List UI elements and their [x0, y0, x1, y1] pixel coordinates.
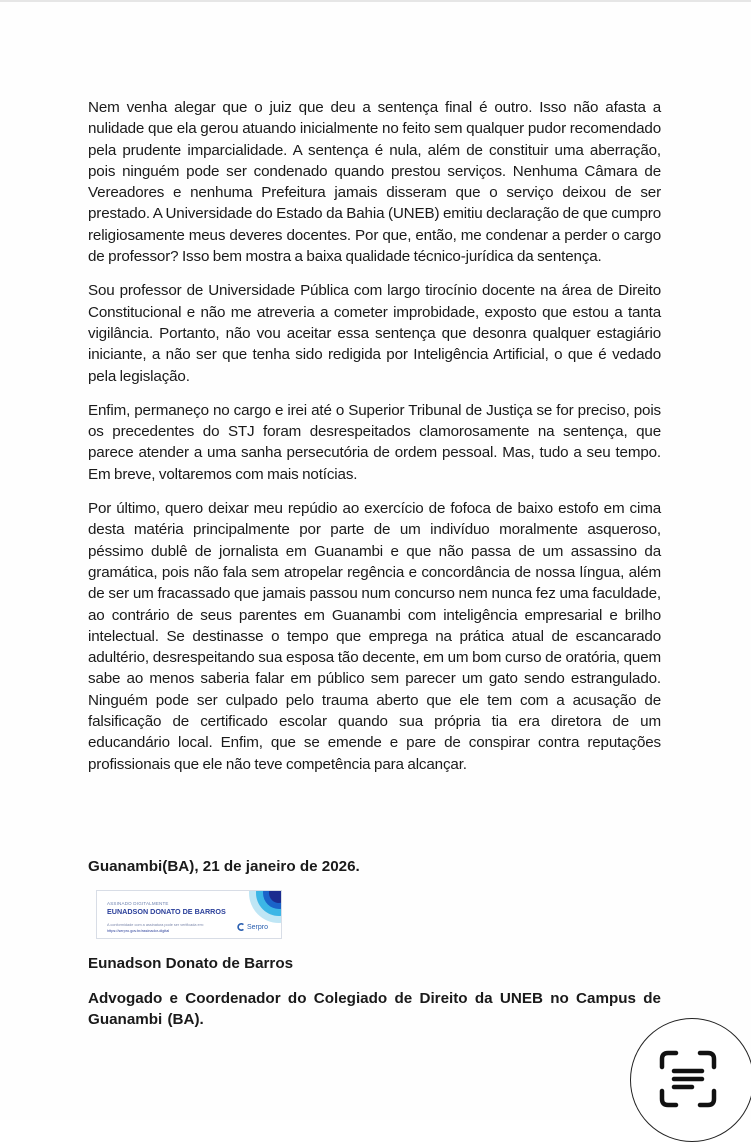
document-body — [88, 97, 661, 788]
stamp-note: A conformidade com a assinatura pode ser verificada em: — [107, 923, 204, 927]
paragraph-2: Sou professor de Universidade Pública com largo tirocínio docente na área de Direito Constitucional e não me atreveria a cometer improbidade, exposto que estou a tanta vigilância. Portanto, não vou aceitar essa sentença que desonra qualquer estagiário iniciante, a não ser que tenha sido redigida por Inteligência Artificial, o que é vedado pela legislação. — [88, 282, 661, 385]
paragraph-1: Nem venha alegar que o juiz que deu a sentença final é outro. Isso não afasta a nulidade que ela gerou atuando inicialmente no feito sem qualquer pudor recomendado pela prudente imparcialidade. A sentença é nula, além de constituir uma aberração, pois ninguém pode ser condenado quando prestou serviços. Nenhuma Câmara de Vereadores e nenhuma Prefeitura jamais disseram que o serviço deixou de ser prestado. A Universidade do Estado da Bahia (UNEB) emitiu declaração de que cumpro religiosamente meus deveres docentes. Por que, então, me condenar a perder o cargo de professor? Isso bem mostra a baixa qualidade técnico-jurídica da sentença. — [88, 99, 661, 266]
digital-signature-stamp — [96, 890, 282, 939]
stamp-label: ASSINADO DIGITALMENTE — [107, 901, 169, 906]
signer-role: Advogado e Coordenador do Colegiado de Direito da UNEB no Campus de Guanambi (BA). — [88, 990, 661, 1028]
top-divider — [0, 0, 751, 2]
text-scan-button[interactable] — [630, 1018, 751, 1142]
stamp-arc-graphic — [249, 890, 282, 923]
signer-name: Eunadson Donato de Barros — [88, 955, 294, 972]
text-scan-icon — [656, 1047, 720, 1111]
stamp-signer-name: EUNADSON DONATO DE BARROS — [107, 907, 226, 916]
serpro-logo-icon — [237, 923, 245, 931]
paragraph-3: Enfim, permaneço no cargo e irei até o Superior Tribunal de Justiça se for preciso, pois os precedentes do STJ foram desrespeitados clamorosamente na sentença, que parece atender a uma sanha persecutória de ordem pessoal. Mas, tudo a seu tempo. Em breve, voltaremos com mais notícias. — [88, 401, 661, 483]
date-line: Guanambi(BA), 21 de janeiro de 2026. — [88, 858, 360, 875]
stamp-url: https://serpro.gov.br/assinador-digital — [107, 929, 170, 933]
paragraph-4: Por último, quero deixar meu repúdio ao exercício de fofoca de baixo estofo em cima desta matéria principalmente por parte de um indivíduo moralmente asqueroso, péssimo dublê de jornalista em Guanambi e que não passa de um assassino da gramática, pois não fala sem atropelar regência e concordância de nossa língua, além de ser um fracassado que jamais passou num concurso nem nunca fez uma faculdade, ao contrário de seus parentes em Guanambi com inteligência empresarial e brilho intelectual. Se destinasse o tempo que emprega na prática atual de escancarado adultério, desrespeitando sua esposa tão decente, em um bom curso de oratória, quem sabe ao menos saberia falar em público sem parecer um gato sendo estrangulado. Ninguém pode ser culpado pelo trauma aberto que ele tem com a acusação de falsificação de certificado escolar quando sua própria tia era diretora de um educandário local. Enfim, que se emende e pare de conspirar contra reputações profissionais que ele não teve competência para alcançar. — [88, 500, 661, 773]
serpro-logo-text: Serpro — [247, 923, 269, 931]
serpro-logo — [237, 923, 268, 931]
